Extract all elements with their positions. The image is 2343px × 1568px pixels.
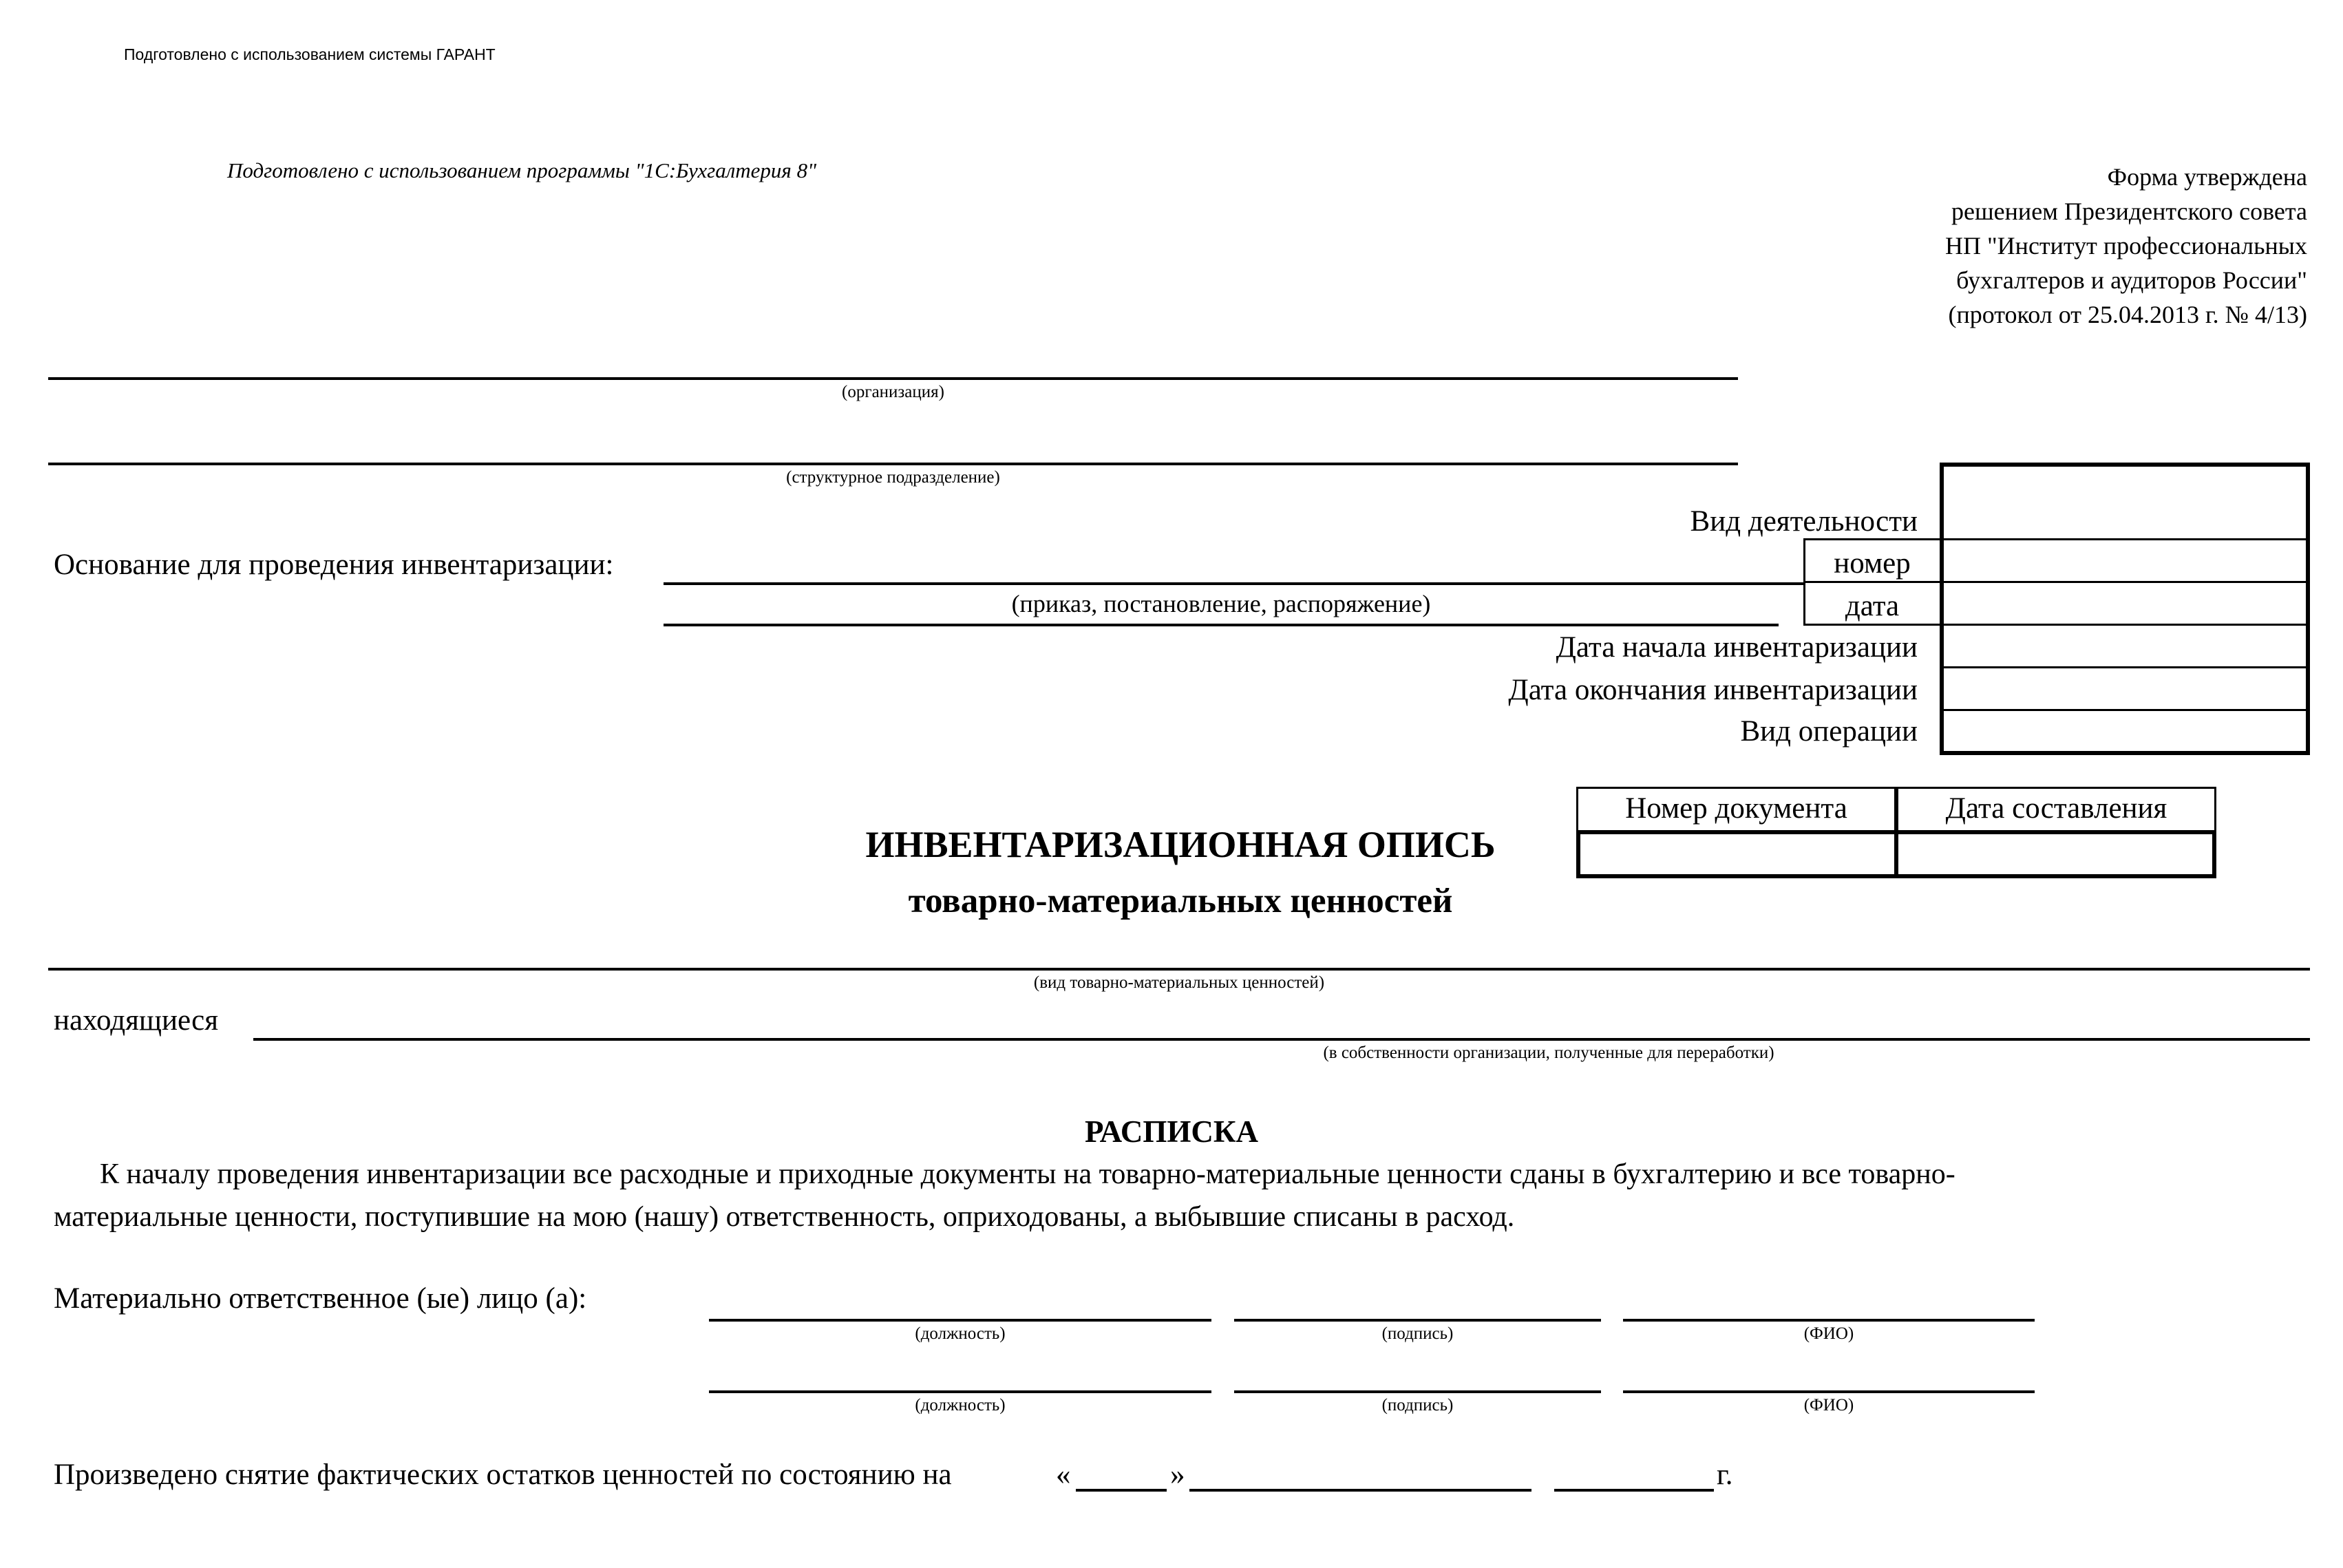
position-caption: (должность) (915, 1324, 1006, 1343)
open-quote: « (1056, 1459, 1071, 1491)
name-caption: (ФИО) (1803, 1396, 1854, 1415)
codes-grid (1940, 463, 2310, 755)
values-type-caption: (вид товарно-материальных ценностей) (1033, 973, 1325, 992)
basis-label: Основание для проведения инвентаризации: (54, 549, 614, 581)
located-label: находящиеся (54, 1004, 219, 1037)
doc-date-header: Дата составления (1945, 792, 2167, 825)
values-type-field[interactable] (48, 968, 2310, 971)
program-note: Подготовлено с использованием программы "1С:Бухгалтерия 8" (227, 158, 817, 182)
doc-number-header: Номер документа (1625, 792, 1847, 825)
end-date-label: Дата окончания инвентаризации (1508, 674, 1918, 706)
document-subtitle: товарно-материальных ценностей (908, 882, 1453, 920)
subdivision-field[interactable] (48, 463, 1738, 465)
receipt-heading: РАСПИСКА (1084, 1114, 1259, 1149)
approval-line: решением Президентского совета (1951, 198, 2307, 225)
approval-line: НП "Институт профессиональных (1944, 232, 2307, 259)
name-caption: (ФИО) (1803, 1324, 1854, 1343)
organization-field[interactable] (48, 377, 1738, 380)
grid-separator (1940, 666, 2310, 668)
basis-field-bottom[interactable] (664, 624, 1779, 626)
grid-separator (1940, 538, 2310, 540)
year-suffix: г. (1717, 1459, 1733, 1491)
year-field[interactable] (1554, 1489, 1714, 1492)
name-field-2[interactable] (1623, 1390, 2035, 1393)
name-field-1[interactable] (1623, 1319, 2035, 1322)
receipt-text-line1: К началу проведения инвентаризации все расходные и приходные документы на товарно-материальные ценности сданы в бухгалтерию и все товарно- (100, 1158, 1955, 1190)
snapshot-label: Произведено снятие фактических остатков ценностей по состоянию на (54, 1459, 952, 1491)
garant-note: Подготовлено с использованием системы ГАРАНТ (124, 45, 496, 63)
activity-label: Вид деятельности (1690, 505, 1918, 538)
position-field-2[interactable] (709, 1390, 1211, 1393)
basis-caption: (приказ, постановление, распоряжение) (1011, 590, 1431, 617)
cell-separator (1803, 581, 1941, 583)
ownership-caption: (в собственности организации, полученные для переработки) (1323, 1043, 1774, 1062)
signature-field-1[interactable] (1234, 1319, 1601, 1322)
grid-separator (1940, 624, 2310, 626)
basis-field[interactable] (664, 582, 1803, 585)
approval-line: Форма утверждена (2107, 163, 2307, 191)
date-label: дата (1845, 590, 1900, 622)
grid-separator (1940, 709, 2310, 711)
subdivision-caption: (структурное подразделение) (786, 468, 1000, 487)
month-field[interactable] (1189, 1489, 1531, 1492)
signature-caption: (подпись) (1381, 1396, 1454, 1415)
responsible-label: Материально ответственное (ые) лицо (а): (54, 1282, 587, 1315)
document-title: ИНВЕНТАРИЗАЦИОННАЯ ОПИСЬ (865, 824, 1496, 865)
signature-caption: (подпись) (1381, 1324, 1454, 1343)
signature-field-2[interactable] (1234, 1390, 1601, 1393)
day-field[interactable] (1076, 1489, 1167, 1492)
operation-label: Вид операции (1740, 715, 1918, 748)
approval-line: бухгалтеров и аудиторов России" (1956, 266, 2307, 294)
receipt-text-line2: материальные ценности, поступившие на мою (нашу) ответственность, оприходованы, а выбывшие списаны в расход. (54, 1201, 1515, 1233)
number-label: номер (1834, 547, 1911, 580)
position-field-1[interactable] (709, 1319, 1211, 1322)
approval-line: (протокол от 25.04.2013 г. № 4/13) (1948, 301, 2307, 328)
approval-block (1945, 160, 2307, 332)
located-field[interactable] (253, 1038, 2310, 1041)
start-date-label: Дата начала инвентаризации (1556, 631, 1918, 664)
grid-separator (1940, 581, 2310, 583)
close-quote: » (1170, 1459, 1185, 1491)
position-caption: (должность) (915, 1396, 1006, 1415)
organization-caption: (организация) (842, 383, 944, 401)
